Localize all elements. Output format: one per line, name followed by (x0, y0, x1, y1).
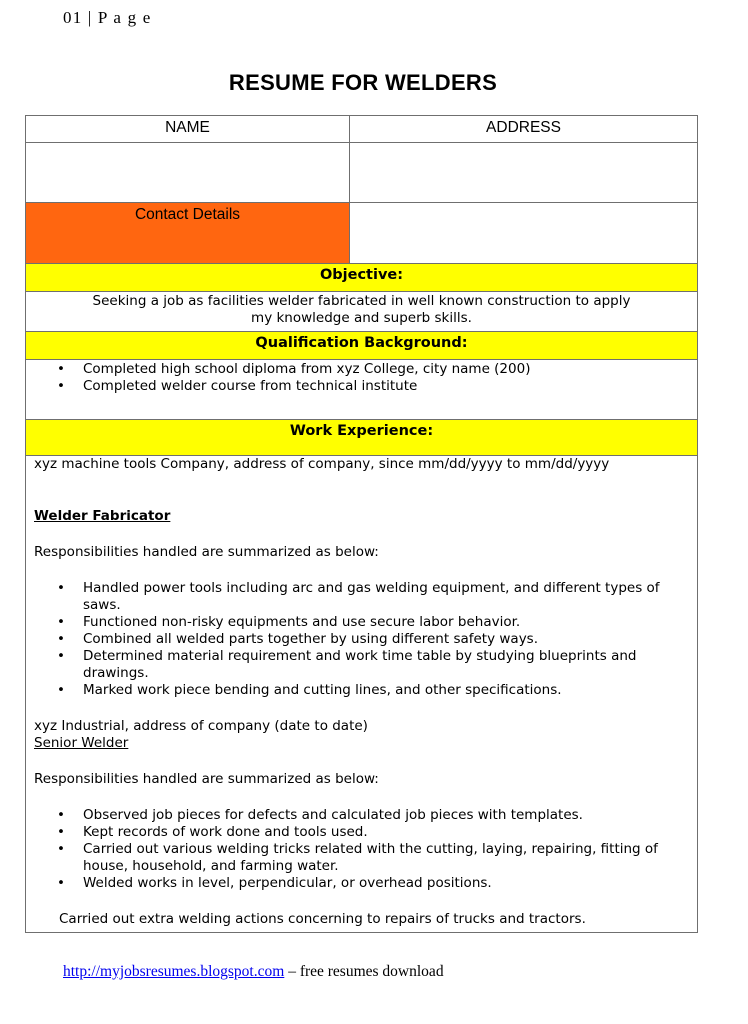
list-item: • Determined material requirement and work time table by studying blueprints and drawings. (83, 648, 689, 682)
footer-text: – free resumes download (284, 963, 444, 980)
list-item: • Completed high school diploma from xyz College, city name (200) (83, 361, 697, 378)
contact-row (26, 203, 697, 264)
job2-company: xyz Industrial, address of company (date to date) (34, 718, 368, 734)
work-experience-body (26, 456, 697, 932)
list-item: • Carried out various welding tricks related with the cutting, laying, repairing, fitting of house, household, and farming water. (83, 841, 689, 875)
qualification-list (26, 360, 697, 420)
contact-details-label: Contact Details (26, 203, 350, 263)
job1-title: Welder Fabricator (34, 508, 171, 524)
job1-intro: Responsibilities handled are summarized as below: (34, 544, 379, 560)
objective-text: Seeking a job as facilities welder fabricated in well known construction to apply my knowledge and superb skills. (26, 292, 697, 332)
job2-extra: Carried out extra welding actions concerning to repairs of trucks and tractors. (59, 911, 586, 927)
list-item: • Handled power tools including arc and gas welding equipment, and different types of saws. (83, 580, 689, 614)
name-address-value-row (26, 143, 697, 203)
job2-intro: Responsibilities handled are summarized as below: (34, 771, 379, 787)
objective-heading: Objective: (26, 264, 697, 292)
address-header: ADDRESS (486, 119, 561, 136)
page-number: 01 | P a g e (63, 8, 152, 27)
name-address-header-row (26, 116, 697, 143)
list-item: • Kept records of work done and tools used. (83, 824, 689, 841)
job2-title: Senior Welder (34, 735, 129, 751)
list-item: • Functioned non-risky equipments and use secure labor behavior. (83, 614, 689, 631)
list-item: • Observed job pieces for defects and calculated job pieces with templates. (83, 807, 689, 824)
qualification-heading: Qualification Background: (26, 332, 697, 360)
list-item: • Marked work piece bending and cutting lines, and other specifications. (83, 682, 689, 699)
footer (63, 963, 444, 981)
footer-link[interactable]: http://myjobsresumes.blogspot.com (63, 963, 285, 980)
name-header: NAME (26, 116, 350, 142)
list-item: • Completed welder course from technical institute (83, 378, 697, 395)
document-title: RESUME FOR WELDERS (228, 70, 498, 95)
contact-details-value-cell (350, 203, 697, 263)
job1-company: xyz machine tools Company, address of company, since mm/dd/yyyy to mm/dd/yyyy (34, 456, 610, 472)
work-experience-heading: Work Experience: (26, 420, 697, 456)
name-value-cell (26, 143, 350, 202)
resume-table (25, 115, 698, 933)
address-value-cell (350, 143, 697, 202)
list-item: • Combined all welded parts together by using different safety ways. (83, 631, 689, 648)
list-item: • Welded works in level, perpendicular, or overhead positions. (83, 875, 689, 892)
